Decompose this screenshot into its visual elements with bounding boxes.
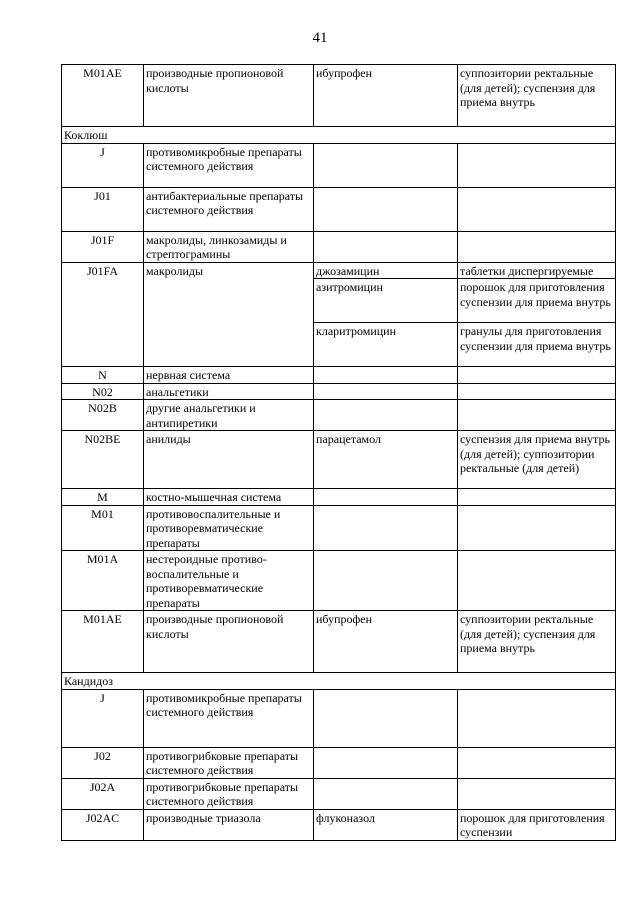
atc-group-cell: противомикробные препараты системного действия [144,143,314,187]
atc-group-cell: макролиды, линкозамиды и стрептограмины [144,231,314,262]
dosage-form-cell [458,689,616,747]
table-row [62,143,616,187]
atc-code-cell: N02 [62,383,144,400]
atc-code-cell: J02A [62,778,144,809]
dosage-form-cell [458,231,616,262]
atc-group-cell: противомикробные препараты системного действия [144,689,314,747]
table-row [62,65,616,127]
atc-group-cell: противовоспалительные и противоревматические препараты [144,505,314,551]
table-row [62,809,616,840]
dosage-form-cell [458,367,616,384]
atc-code-cell: J [62,689,144,747]
dosage-form-cell: суспензия для приема внутрь (для детей); суппозитории ректальные (для детей) [458,431,616,489]
drug-name-cell: азитромицин [314,279,458,323]
atc-code-cell: M01AE [62,65,144,127]
dosage-form-cell [458,400,616,431]
page-number: 41 [312,30,328,46]
dosage-form-cell [458,383,616,400]
drug-name-cell [314,187,458,231]
drug-name-cell [314,778,458,809]
atc-group-cell: анилиды [144,431,314,489]
atc-code-cell: N02BE [62,431,144,489]
table-row [62,187,616,231]
atc-code-cell: J01F [62,231,144,262]
table-row [62,262,616,279]
dosage-form-cell [458,143,616,187]
table-row [62,489,616,506]
dosage-form-cell [458,505,616,551]
table-row [62,747,616,778]
table-row [62,551,616,611]
atc-group-cell: производные триазола [144,809,314,840]
drug-name-cell: кларитромицин [314,323,458,367]
atc-code-cell: M01AE [62,611,144,673]
dosage-form-cell [458,187,616,231]
atc-code-cell: J01 [62,187,144,231]
table-row [62,431,616,489]
atc-code-cell: J02 [62,747,144,778]
table-row [62,689,616,747]
atc-code-cell: J01FA [62,262,144,367]
table-row [62,611,616,673]
dosage-form-cell: гранулы для приготовления суспензии для приема внутрь [458,323,616,367]
table-row [62,778,616,809]
drug-name-cell [314,143,458,187]
atc-code-cell: N02B [62,400,144,431]
dosage-form-cell: порошок для приготовления суспензии для приема внутрь [458,279,616,323]
section-row [62,127,616,144]
dosage-form-cell [458,778,616,809]
atc-group-cell: анальгетики [144,383,314,400]
atc-group-cell: нервная система [144,367,314,384]
drug-name-cell: флуконазол [314,809,458,840]
atc-group-cell: макролиды [144,262,314,367]
dosage-form-cell: суппозитории ректальные (для детей); суспензия для приема внутрь [458,611,616,673]
atc-group-cell: противогрибковые препараты системного действия [144,747,314,778]
drug-name-cell: ибупрофен [314,65,458,127]
atc-code-cell: M01 [62,505,144,551]
dosage-form-cell: суппозитории ректальные (для детей); суспензия для приема внутрь [458,65,616,127]
table-row [62,383,616,400]
drug-name-cell: ибупрофен [314,611,458,673]
atc-group-cell: производные пропионовой кислоты [144,611,314,673]
medication-table [61,64,616,841]
table-row [62,367,616,384]
drug-name-cell: джозамицин [314,262,458,279]
dosage-form-cell [458,489,616,506]
atc-group-cell: другие анальгетики и антипиретики [144,400,314,431]
drug-name-cell [314,489,458,506]
drug-name-cell [314,400,458,431]
atc-group-cell: костно-мышечная система [144,489,314,506]
dosage-form-cell [458,551,616,611]
atc-group-cell: нестероидные противо-воспалительные и противоревматические препараты [144,551,314,611]
atc-group-cell: антибактериальные препараты системного действия [144,187,314,231]
atc-group-cell: производные пропионовой кислоты [144,65,314,127]
dosage-form-cell: таблетки диспергируемые [458,262,616,279]
drug-name-cell [314,505,458,551]
section-row [62,673,616,690]
atc-code-cell: J02AC [62,809,144,840]
atc-group-cell: противогрибковые препараты системного действия [144,778,314,809]
atc-code-cell: M [62,489,144,506]
drug-name-cell [314,367,458,384]
drug-name-cell [314,689,458,747]
section-title: Кандидоз [62,673,616,690]
table-row [62,505,616,551]
table-body [62,65,616,841]
drug-name-cell [314,383,458,400]
drug-name-cell [314,747,458,778]
dosage-form-cell [458,747,616,778]
drug-name-cell [314,231,458,262]
atc-code-cell: J [62,143,144,187]
drug-name-cell: парацетамол [314,431,458,489]
drug-name-cell [314,551,458,611]
dosage-form-cell: порошок для приготовления суспензии [458,809,616,840]
atc-code-cell: N [62,367,144,384]
table-row [62,400,616,431]
section-title: Коклюш [62,127,616,144]
table-row [62,231,616,262]
atc-code-cell: M01A [62,551,144,611]
